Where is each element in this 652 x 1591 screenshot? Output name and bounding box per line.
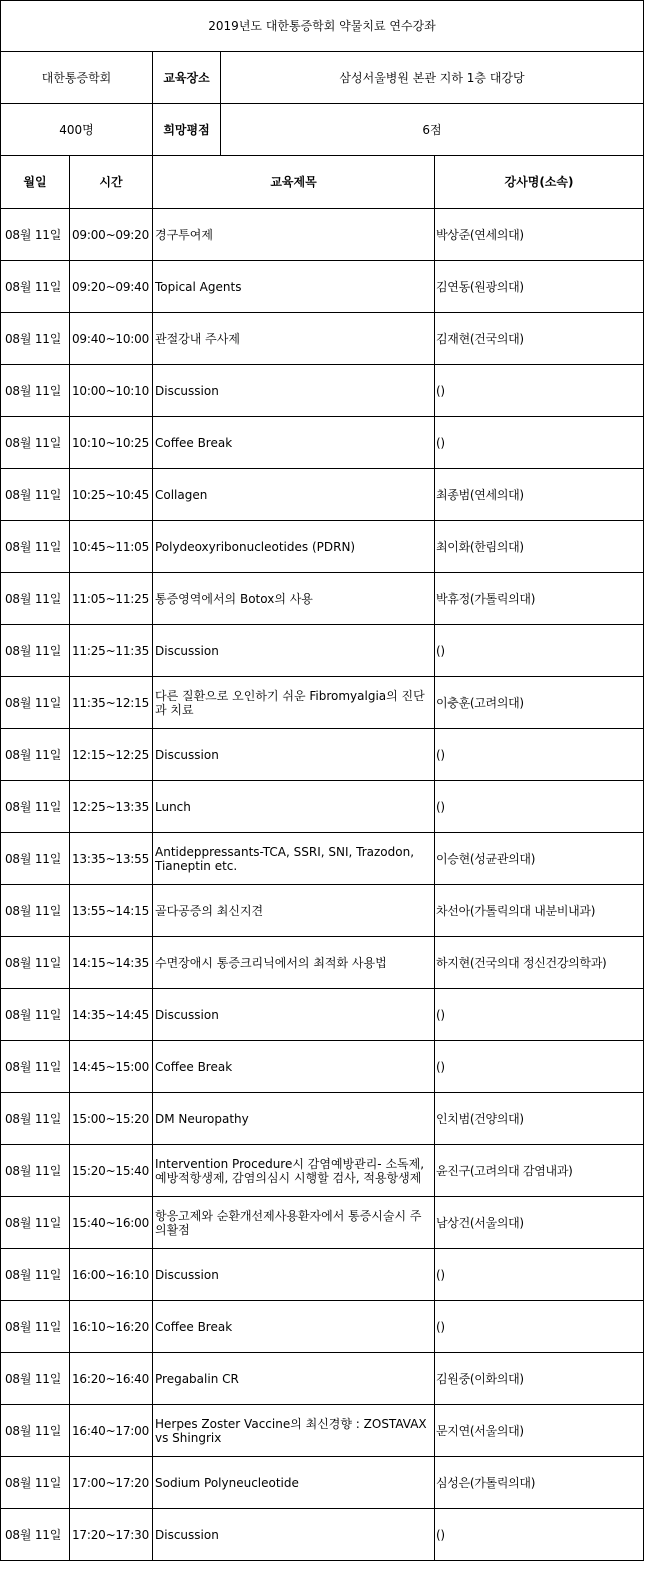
session-speaker: 최종범(연세의대) [435, 469, 644, 521]
session-speaker: () [435, 1509, 644, 1561]
session-title: 경구투여제 [153, 209, 435, 261]
session-speaker: 최이화(한림의대) [435, 521, 644, 573]
session-speaker: 이충훈(고려의대) [435, 677, 644, 729]
table-row [1, 833, 644, 885]
table-row [1, 1249, 644, 1301]
session-speaker: 박상준(연세의대) [435, 209, 644, 261]
session-time: 11:35~12:15 [70, 677, 153, 729]
info-row-credit [1, 104, 644, 156]
table-row [1, 1197, 644, 1249]
place-value: 삼성서울병원 본관 지하 1층 대강당 [221, 52, 644, 104]
session-title: 관절강내 주사제 [153, 313, 435, 365]
session-title: Discussion [153, 729, 435, 781]
session-time: 13:55~14:15 [70, 885, 153, 937]
session-title: Coffee Break [153, 1301, 435, 1353]
table-row [1, 937, 644, 989]
table-row [1, 677, 644, 729]
table-row [1, 1509, 644, 1561]
session-title: 골다공증의 최신지견 [153, 885, 435, 937]
info-row-place [1, 52, 644, 104]
session-date: 08월 11일 [1, 781, 70, 833]
session-date: 08월 11일 [1, 417, 70, 469]
session-speaker: 박휴정(가톨릭의대) [435, 573, 644, 625]
session-title: Herpes Zoster Vaccine의 최신경향 : ZOSTAVAX vs Shingrix [153, 1405, 435, 1457]
session-speaker: () [435, 1301, 644, 1353]
session-time: 13:35~13:55 [70, 833, 153, 885]
session-title: Discussion [153, 989, 435, 1041]
host-organization: 대한통증학회 [1, 52, 153, 104]
table-row [1, 1457, 644, 1509]
table-row [1, 261, 644, 313]
session-date: 08월 11일 [1, 1457, 70, 1509]
session-speaker: 차선아(가톨릭의대 내분비내과) [435, 885, 644, 937]
session-time: 10:45~11:05 [70, 521, 153, 573]
table-row [1, 313, 644, 365]
session-time: 17:00~17:20 [70, 1457, 153, 1509]
session-title: Collagen [153, 469, 435, 521]
table-row [1, 885, 644, 937]
table-row [1, 573, 644, 625]
session-time: 09:20~09:40 [70, 261, 153, 313]
session-title: Coffee Break [153, 417, 435, 469]
table-row [1, 989, 644, 1041]
session-speaker: () [435, 417, 644, 469]
table-row [1, 417, 644, 469]
session-date: 08월 11일 [1, 469, 70, 521]
header-row [1, 156, 644, 209]
session-title: Coffee Break [153, 1041, 435, 1093]
credit-label: 희망평점 [153, 104, 221, 156]
session-time: 12:15~12:25 [70, 729, 153, 781]
header-subject: 교육제목 [153, 156, 435, 209]
session-title: 통증영역에서의 Botox의 사용 [153, 573, 435, 625]
session-speaker: 문지연(서울의대) [435, 1405, 644, 1457]
session-date: 08월 11일 [1, 625, 70, 677]
session-speaker: 남상건(서울의대) [435, 1197, 644, 1249]
session-date: 08월 11일 [1, 833, 70, 885]
session-title: Lunch [153, 781, 435, 833]
session-speaker: 윤진구(고려의대 감염내과) [435, 1145, 644, 1197]
session-speaker: 인치범(건양의대) [435, 1093, 644, 1145]
session-date: 08월 11일 [1, 313, 70, 365]
session-time: 11:25~11:35 [70, 625, 153, 677]
table-row [1, 1405, 644, 1457]
session-date: 08월 11일 [1, 1093, 70, 1145]
session-time: 10:25~10:45 [70, 469, 153, 521]
session-speaker: () [435, 729, 644, 781]
session-speaker: 하지현(건국의대 정신건강의학과) [435, 937, 644, 989]
table-row [1, 521, 644, 573]
session-time: 11:05~11:25 [70, 573, 153, 625]
session-speaker: () [435, 1041, 644, 1093]
session-speaker: () [435, 989, 644, 1041]
session-date: 08월 11일 [1, 1353, 70, 1405]
session-time: 10:00~10:10 [70, 365, 153, 417]
header-speaker: 강사명(소속) [435, 156, 644, 209]
table-row [1, 365, 644, 417]
session-time: 14:45~15:00 [70, 1041, 153, 1093]
session-title: 항응고제와 순환개선제사용환자에서 통증시술시 주의활점 [153, 1197, 435, 1249]
session-speaker: 김원중(이화의대) [435, 1353, 644, 1405]
table-row [1, 1301, 644, 1353]
session-speaker: 심성은(가톨릭의대) [435, 1457, 644, 1509]
session-title: Antideppressants-TCA, SSRI, SNI, Trazodon, Tianeptin etc. [153, 833, 435, 885]
session-title: Topical Agents [153, 261, 435, 313]
session-date: 08월 11일 [1, 729, 70, 781]
session-time: 14:35~14:45 [70, 989, 153, 1041]
table-row [1, 1041, 644, 1093]
table-row [1, 1145, 644, 1197]
session-title: Intervention Procedure시 감염예방관리- 소독제, 예방적항생제, 감염의심시 시행할 검사, 적용항생제 [153, 1145, 435, 1197]
session-date: 08월 11일 [1, 885, 70, 937]
capacity-value: 400명 [1, 104, 153, 156]
session-title: Discussion [153, 1249, 435, 1301]
header-date: 월일 [1, 156, 70, 209]
session-time: 17:20~17:30 [70, 1509, 153, 1561]
session-speaker: 김연동(원광의대) [435, 261, 644, 313]
session-date: 08월 11일 [1, 1249, 70, 1301]
session-time: 12:25~13:35 [70, 781, 153, 833]
session-date: 08월 11일 [1, 937, 70, 989]
session-speaker: 김재현(건국의대) [435, 313, 644, 365]
place-label: 교육장소 [153, 52, 221, 104]
session-date: 08월 11일 [1, 677, 70, 729]
table-row [1, 625, 644, 677]
session-date: 08월 11일 [1, 1145, 70, 1197]
session-date: 08월 11일 [1, 261, 70, 313]
session-title: Polydeoxyribonucleotides (PDRN) [153, 521, 435, 573]
session-title: 다른 질환으로 오인하기 쉬운 Fibromyalgia의 진단과 치료 [153, 677, 435, 729]
session-title: DM Neuropathy [153, 1093, 435, 1145]
session-time: 16:40~17:00 [70, 1405, 153, 1457]
credit-value: 6점 [221, 104, 644, 156]
session-date: 08월 11일 [1, 573, 70, 625]
table-row [1, 469, 644, 521]
session-date: 08월 11일 [1, 1509, 70, 1561]
session-speaker: () [435, 625, 644, 677]
session-speaker: 이승현(성균관의대) [435, 833, 644, 885]
session-time: 09:00~09:20 [70, 209, 153, 261]
table-row [1, 729, 644, 781]
session-date: 08월 11일 [1, 209, 70, 261]
table-row [1, 1353, 644, 1405]
session-date: 08월 11일 [1, 1041, 70, 1093]
session-date: 08월 11일 [1, 989, 70, 1041]
session-speaker: () [435, 781, 644, 833]
session-title: Sodium Polyneucleotide [153, 1457, 435, 1509]
session-date: 08월 11일 [1, 1405, 70, 1457]
session-time: 16:00~16:10 [70, 1249, 153, 1301]
session-time: 15:00~15:20 [70, 1093, 153, 1145]
session-time: 14:15~14:35 [70, 937, 153, 989]
session-time: 16:20~16:40 [70, 1353, 153, 1405]
table-row [1, 209, 644, 261]
session-time: 10:10~10:25 [70, 417, 153, 469]
session-speaker: () [435, 1249, 644, 1301]
header-time: 시간 [70, 156, 153, 209]
table-row [1, 1093, 644, 1145]
session-date: 08월 11일 [1, 365, 70, 417]
session-date: 08월 11일 [1, 1197, 70, 1249]
session-time: 09:40~10:00 [70, 313, 153, 365]
session-title: Discussion [153, 365, 435, 417]
page-title: 2019년도 대한통증학회 약물치료 연수강좌 [1, 1, 644, 52]
session-title: Discussion [153, 625, 435, 677]
session-time: 16:10~16:20 [70, 1301, 153, 1353]
session-title: 수면장애시 통증크리닉에서의 최적화 사용법 [153, 937, 435, 989]
title-row [1, 1, 644, 52]
session-date: 08월 11일 [1, 1301, 70, 1353]
session-date: 08월 11일 [1, 521, 70, 573]
table-row [1, 781, 644, 833]
session-time: 15:40~16:00 [70, 1197, 153, 1249]
session-title: Pregabalin CR [153, 1353, 435, 1405]
session-speaker: () [435, 365, 644, 417]
session-title: Discussion [153, 1509, 435, 1561]
session-time: 15:20~15:40 [70, 1145, 153, 1197]
